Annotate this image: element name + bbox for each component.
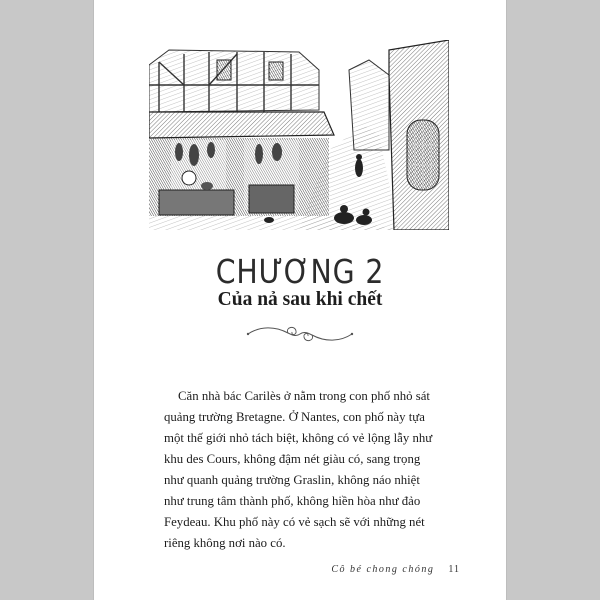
body-line: như quanh quảng trường Graslin, không náo nhiệt [164, 473, 420, 487]
body-line: như trung tâm thành phố, không hiền hòa như đảo [164, 494, 421, 508]
body-line: quảng trường Bretagne. Ở Nantes, con phố này tựa [164, 410, 425, 424]
body-line: riêng không nơi nào có. [164, 536, 286, 550]
flourish-ornament-icon [240, 323, 360, 345]
page-number: 11 [448, 564, 460, 575]
body-line: Feydeau. Khu phố này có vẻ sạch sẽ với những nét [164, 515, 425, 529]
body-line: một thế giới nhỏ tách biệt, không có vẻ lộng lẫy như [164, 431, 433, 445]
chapter-heading: CHƯƠNG 2 [215, 252, 385, 291]
running-footer [310, 564, 460, 575]
chapter-body-paragraph [164, 386, 443, 554]
body-line: Căn nhà bác Carilès ở nằm trong con phố nhỏ sát [178, 389, 430, 403]
chapter-title: Của nả sau khi chết [217, 289, 383, 310]
running-footer-book-title: Cô bé chong chóng [331, 564, 435, 575]
body-line: khu des Cours, không đậm nét giàu có, sang trọng [164, 452, 421, 466]
book-page [94, 0, 506, 600]
street-engraving-illustration [149, 40, 449, 230]
